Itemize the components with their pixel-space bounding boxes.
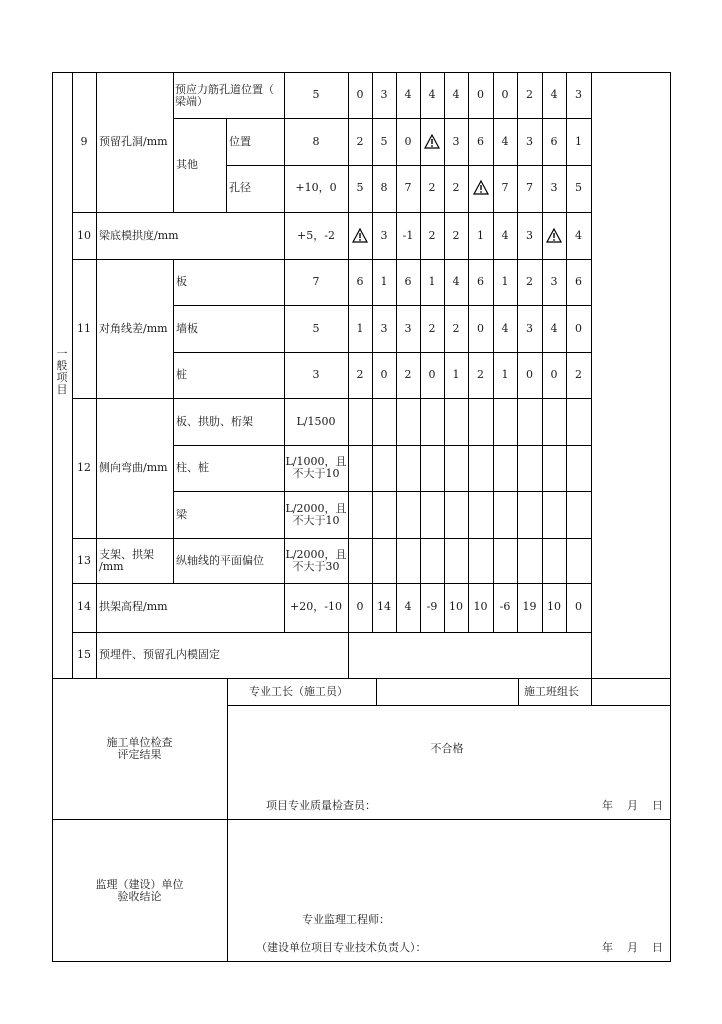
row11-line1-value-4: 1 [428, 275, 436, 288]
row9-name: 预留孔洞/mm [99, 135, 168, 148]
row11-line2-value-5: 2 [452, 322, 460, 335]
row11-line3-value-5: 1 [452, 368, 460, 381]
eval-label-l1: 施工单位检查 [106, 736, 173, 749]
row14-value-9: 10 [547, 600, 561, 613]
row11-sub3: 桩 [176, 368, 187, 381]
row9-line2-value-5: 3 [452, 135, 460, 148]
row14-name: 拱架高程/mm [99, 600, 168, 613]
row11-line2-value-7: 4 [501, 322, 509, 335]
row13-name-l1: 支架、拱架 [99, 548, 154, 561]
row11-line2-value-1: 1 [356, 322, 364, 335]
row10-value-2: 3 [380, 229, 388, 242]
row13-allow-l2: 不大于30 [292, 560, 340, 573]
row9-allow3: +10，0 [295, 181, 337, 194]
row14-value-8: 19 [522, 600, 537, 613]
row12-sub3: 梁 [176, 508, 187, 521]
row11-line3-value-4: 0 [428, 368, 436, 381]
row12-allow2-l1: L/1000，且 [285, 455, 347, 468]
row11-line2-value-10: 0 [575, 322, 582, 335]
row10-name: 梁底模拱度/mm [99, 229, 179, 242]
row9-line3-value-3: 7 [404, 181, 412, 194]
row9-sub1-l1: 预应力筋孔道位置（ [175, 83, 274, 96]
row11-line3-value-6: 2 [477, 368, 484, 381]
row10-number: 10 [77, 229, 91, 242]
inspector-label: 项目专业质量检查员： [266, 799, 376, 812]
row9-line1-value-6: 0 [477, 88, 484, 101]
row11-allow3: 3 [312, 368, 320, 381]
row11-line2-value-4: 2 [428, 322, 436, 335]
row12-sub1: 板、拱肋、桁架 [176, 415, 253, 428]
row11-sub2: 墙板 [176, 322, 198, 335]
owner-rep-label: （建设单位项目专业技术负责人）： [256, 941, 427, 954]
row11-number: 11 [77, 322, 91, 335]
row9-line2-value-2: 5 [380, 135, 388, 148]
row14-value-2: 14 [377, 600, 391, 613]
row10-allow: +5，-2 [297, 229, 335, 242]
row9-line2-value-8: 3 [526, 135, 533, 148]
row9-position: 位置 [229, 135, 251, 148]
row11-line3-value-9: 0 [550, 368, 558, 381]
row11-line3-value-2: 0 [380, 368, 388, 381]
row14-value-5: 10 [449, 600, 463, 613]
row13-name-l2: /mm [99, 560, 124, 573]
row15-number: 15 [77, 648, 91, 661]
border-bottom [52, 961, 671, 962]
row9-line1-value-2: 3 [380, 88, 388, 101]
row11-name: 对角线差/mm [99, 322, 168, 335]
row10-value-6: 1 [477, 229, 484, 242]
row9-line2-value-9: 6 [550, 135, 558, 148]
engineer-label: 专业监理工程师： [302, 913, 390, 926]
row11-line3-value-10: 2 [575, 368, 582, 381]
divider-footer [52, 678, 671, 679]
row11-line3-value-8: 0 [526, 368, 533, 381]
row10-value-5: 2 [452, 229, 460, 242]
row9-line3-value-7: 7 [501, 181, 509, 194]
row11-allow2: 5 [312, 322, 320, 335]
row9-line1-value-4: 4 [428, 88, 436, 101]
row9-line3-value-1: 5 [356, 181, 364, 194]
row11-line1-value-7: 1 [501, 275, 509, 288]
eval-label-l2: 评定结果 [117, 748, 162, 761]
row11-line3-value-3: 2 [404, 368, 412, 381]
row11-line1-value-9: 3 [550, 275, 558, 288]
row14-value-6: 10 [473, 600, 488, 613]
row11-line2-value-9: 4 [550, 322, 558, 335]
row9-sub1-l2: 梁端） [175, 95, 208, 108]
row11-line1-value-2: 1 [380, 275, 388, 288]
row9-line1-value-9: 4 [550, 88, 558, 101]
row9-line2-value-1: 2 [356, 135, 364, 148]
row9-line1-value-1: 0 [356, 88, 364, 101]
row10-value-8: 3 [526, 229, 533, 242]
row13-allow-l1: L/2000，且 [285, 548, 347, 561]
row10-value-3: -1 [402, 229, 414, 242]
row11-line1-value-10: 6 [575, 275, 582, 288]
row11-line3-value-1: 2 [356, 368, 364, 381]
eval-result: 不合格 [430, 742, 464, 755]
row9-line3-value-2: 8 [380, 181, 388, 194]
row11-line1-value-8: 2 [526, 275, 533, 288]
row10-warning-icon-9 [546, 228, 562, 244]
row9-line3-value-8: 7 [526, 181, 533, 194]
row13-number: 13 [77, 554, 91, 567]
row12-allow3-l1: L/2000，且 [285, 502, 347, 515]
row9-number: 9 [80, 135, 88, 148]
row14-allow: +20，-10 [290, 600, 342, 613]
row14-value-10: 0 [575, 600, 582, 613]
row11-line1-value-1: 6 [356, 275, 364, 288]
row12-allow3-l2: 不大于10 [292, 514, 340, 527]
row9-line2-warning-icon-4 [424, 134, 440, 150]
foreman-label: 专业工长（施工员） [249, 685, 348, 698]
row12-number: 12 [77, 461, 91, 474]
row15-name: 预埋件、预留孔内模固定 [99, 648, 220, 661]
row9-line3-warning-icon-6 [473, 180, 489, 196]
row12-allow2-l2: 不大于10 [292, 467, 340, 480]
row9-line1-value-8: 2 [526, 88, 533, 101]
row9-line2-value-7: 4 [501, 135, 509, 148]
row12-sub2: 柱、桩 [176, 461, 209, 474]
row9-allow2: 8 [312, 135, 320, 148]
row10-value-7: 4 [501, 229, 509, 242]
border-top [52, 72, 671, 73]
row9-diameter: 孔径 [229, 181, 251, 194]
row9-line3-value-9: 3 [550, 181, 558, 194]
row10-value-4: 2 [428, 229, 436, 242]
row9-line1-value-5: 4 [452, 88, 460, 101]
row9-line2-value-3: 0 [404, 135, 412, 148]
border-right [670, 72, 671, 962]
row9-line3-value-10: 5 [575, 181, 582, 194]
row12-name: 侧向弯曲/mm [99, 461, 168, 474]
row11-sub1: 板 [176, 275, 187, 288]
row10-value-10: 4 [575, 229, 582, 242]
row14-value-1: 0 [356, 600, 364, 613]
row9-line3-value-5: 2 [452, 181, 460, 194]
row11-line3-value-7: 1 [501, 368, 509, 381]
supervision-label-l2: 验收结论 [117, 890, 162, 903]
row9-allow1: 5 [312, 88, 320, 101]
row11-line2-value-2: 3 [380, 322, 388, 335]
row14-value-7: -6 [499, 600, 511, 613]
row9-other: 其他 [176, 158, 198, 171]
team-leader-label: 施工班组长 [524, 685, 579, 698]
border-left [52, 72, 53, 962]
row14-number: 14 [77, 600, 91, 613]
row11-allow1: 7 [312, 275, 320, 288]
row11-line1-value-5: 4 [452, 275, 460, 288]
row11-line2-value-3: 3 [404, 322, 412, 335]
supervision-date: 年 月 日 [602, 941, 663, 954]
row11-line1-value-3: 6 [404, 275, 412, 288]
row9-line1-value-7: 0 [501, 88, 509, 101]
row10-warning-icon-1 [352, 228, 368, 244]
row12-allow1: L/1500 [296, 415, 336, 428]
row13-sub: 纵轴线的平面偏位 [176, 554, 264, 567]
row9-line2-value-10: 1 [575, 135, 582, 148]
row11-line2-value-8: 3 [526, 322, 533, 335]
category-label: 一般项目 [56, 347, 68, 396]
row14-value-3: 4 [404, 600, 412, 613]
row14-value-4: -9 [426, 600, 438, 613]
row9-line1-value-3: 4 [404, 88, 412, 101]
row11-line1-value-6: 6 [477, 275, 484, 288]
eval-date: 年 月 日 [602, 799, 663, 812]
row9-line2-value-6: 6 [477, 135, 484, 148]
row9-line1-value-10: 3 [575, 88, 582, 101]
row9-line3-value-4: 2 [428, 181, 436, 194]
row11-line2-value-6: 0 [477, 322, 484, 335]
supervision-label-l1: 监理（建设）单位 [95, 878, 184, 891]
